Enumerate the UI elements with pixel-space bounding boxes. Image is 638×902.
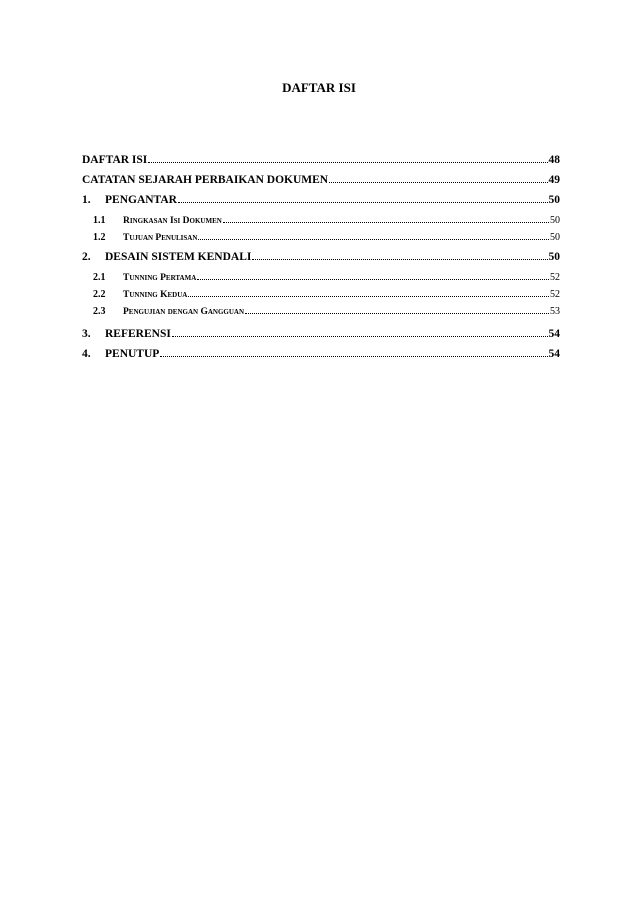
toc-entry-label: CATATAN SEJARAH PERBAIKAN DOKUMEN [82,174,329,186]
toc-entry-label: DAFTAR ISI [82,154,148,166]
toc-entry-tunning-kedua[interactable] [82,283,560,300]
toc-entry-number: 1.1 [93,215,106,226]
toc-entry-referensi[interactable] [82,320,560,340]
toc-entry-number: 2. [82,251,91,263]
toc-entry-label: Tunning Pertama [123,273,197,283]
toc-entry-number: 1. [82,194,91,206]
page-title: DAFTAR ISI [282,80,356,95]
toc-leader-dots [172,324,548,337]
toc-entry-desain-sistem[interactable] [82,243,560,263]
toc-entry-ringkasan[interactable] [82,209,560,226]
toc-leader-dots [252,247,547,260]
toc-entry-page: 53 [550,306,560,317]
toc-entry-tunning-pertama[interactable] [82,266,560,283]
toc-entry-page: 52 [550,272,560,283]
toc-leader-dots [160,344,547,357]
toc-entry-number: 3. [82,328,91,340]
toc-leader-dots [148,150,547,163]
toc-entry-label: Ringkasan Isi Dokumen [123,216,222,226]
toc-entry-page: 50 [550,232,560,243]
toc-entry-label: DESAIN SISTEM KENDALI [105,251,252,263]
toc-entry-label: REFERENSI [105,328,171,340]
toc-entry-number: 2.1 [93,272,106,283]
table-of-contents [82,146,560,360]
toc-entry-number: 4. [82,348,91,360]
toc-entry-pengujian[interactable] [82,300,560,317]
toc-entry-label: Pengujian dengan Gangguan [123,307,245,317]
toc-entry-number: 2.2 [93,289,106,300]
toc-entry-page: 54 [548,328,560,340]
toc-entry-penutup[interactable] [82,340,560,360]
toc-entry-page: 48 [548,154,560,166]
toc-leader-dots [198,227,549,240]
toc-entry-number: 2.3 [93,306,106,317]
toc-entry-page: 50 [548,251,560,263]
toc-entry-pengantar[interactable] [82,186,560,206]
toc-leader-dots [188,284,549,297]
toc-entry-page: 52 [550,289,560,300]
toc-entry-label: Tunning Kedua [123,290,188,300]
toc-leader-dots [223,210,549,223]
toc-entry-label: PENUTUP [105,348,160,360]
toc-leader-dots [178,190,548,203]
toc-leader-dots [329,170,547,183]
toc-entry-number: 1.2 [93,232,106,243]
toc-entry-label: Tujuan Penulisan [123,233,198,243]
toc-leader-dots [245,301,549,314]
toc-entry-page: 50 [550,215,560,226]
toc-entry-tujuan[interactable] [82,226,560,243]
toc-entry-catatan-sejarah[interactable] [82,166,560,186]
toc-entry-daftar-isi[interactable] [82,146,560,166]
toc-entry-page: 50 [548,194,560,206]
toc-entry-page: 49 [548,174,560,186]
toc-entry-label: PENGANTAR [105,194,177,206]
toc-leader-dots [197,267,549,280]
toc-entry-page: 54 [548,348,560,360]
